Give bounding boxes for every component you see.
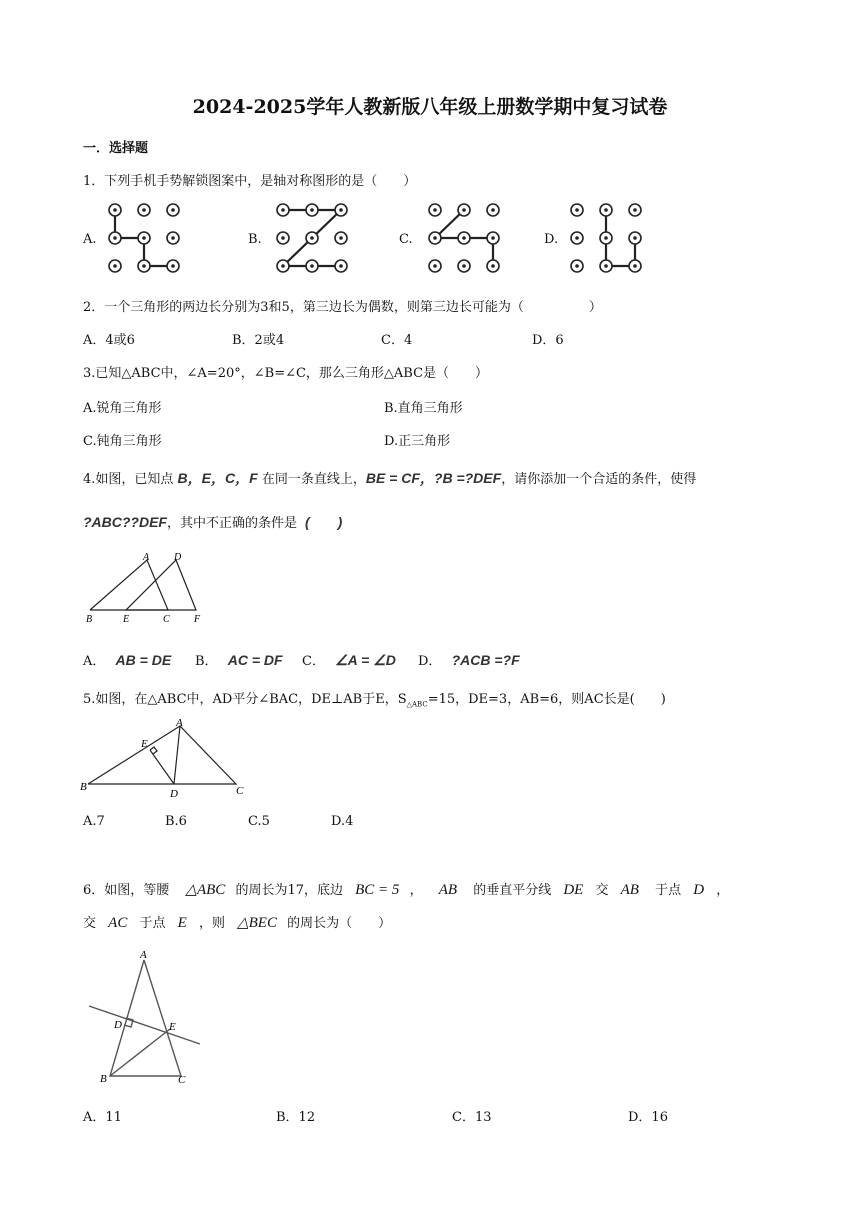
q6-ac: AC [108, 915, 128, 931]
q3-stem: 3.已知△ABC中，∠A=20°，∠B=∠C，那么三角形△ABC是（ ） [83, 366, 489, 381]
unlock-dot-center [575, 264, 579, 268]
unlock-dot-center [310, 264, 314, 268]
q6-bc: BC = 5 [355, 882, 400, 898]
unlock-dot-center [113, 208, 117, 212]
q4-option-c-letter: C． [302, 654, 325, 669]
q3-option-c: C.钝角三角形 [83, 434, 162, 449]
q4-label-e: E [123, 614, 130, 625]
q6-point-d: D [693, 882, 705, 898]
q4-label-c: C [163, 614, 170, 625]
unlock-dot-center [113, 264, 117, 268]
q6-text-f: 于点 [655, 883, 682, 898]
unlock-dot-center [142, 264, 146, 268]
unlock-dot-center [339, 264, 343, 268]
q6-text-c: ， [409, 883, 423, 898]
section-heading: 一．选择题 [83, 141, 149, 156]
q4-option-c-expr: ∠A = ∠D [335, 652, 396, 668]
unlock-dot-center [633, 264, 637, 268]
q1-option-b-label: B. [248, 232, 262, 247]
q6-label-e: E [169, 1021, 176, 1033]
q4-option-a-letter: A． [83, 654, 106, 669]
q5-stem-a: 5.如图，在△ABC中，AD平分∠BAC，DE⊥AB于E，S [83, 692, 407, 707]
unlock-dot-center [575, 236, 579, 240]
q4-stem-c: ，请你添加一个合适的条件，使得 [501, 472, 697, 487]
q4-option-d-expr: ?ACB =?F [451, 652, 520, 668]
q6-de: DE [563, 882, 584, 898]
unlock-dot-center [491, 208, 495, 212]
q3-option-d: D.正三角形 [384, 434, 451, 449]
q4-stem-b: 在同一条直线上， [261, 472, 366, 487]
q6-point-e: E [177, 915, 187, 931]
q5-subscript: △ABC [406, 700, 428, 709]
unlock-dot-center [433, 236, 437, 240]
q4-label-a: A [143, 552, 150, 563]
unlock-dot-center [281, 236, 285, 240]
q3-option-b: B.直角三角形 [384, 401, 463, 416]
q6-text-k: 的周长为（ ） [287, 916, 392, 931]
q5-stem-b: =15，DE=3，AB=6，则AC长是( ) [427, 692, 666, 707]
q6-text-g: ， [716, 883, 730, 898]
unlock-dot-center [633, 208, 637, 212]
q1-stem: 1．下列手机手势解锁图案中，是轴对称图形的是（ ） [83, 174, 417, 189]
unlock-dot-center [142, 236, 146, 240]
q1-option-a-label: A. [83, 232, 97, 247]
unlock-dot-center [310, 208, 314, 212]
q2-option-c: C．4 [381, 333, 413, 348]
q4-option-a [83, 650, 171, 669]
q6-triangle-bec: △BEC [237, 915, 277, 931]
q2-option-d: D．6 [532, 333, 564, 348]
q5-figure [78, 714, 258, 800]
q4-option-d-letter: D． [418, 654, 442, 669]
q4-stem-line1 [83, 468, 696, 488]
q4-stem-d: ，其中不正确的条件是 [167, 516, 298, 531]
q5-label-a: A [176, 717, 183, 729]
q5-option-d: D.4 [331, 814, 354, 829]
q1-option-c-label: C. [399, 232, 413, 247]
q5-label-e: E [141, 738, 148, 750]
q6-option-a: A．11 [83, 1110, 122, 1125]
q6-triangle-abc: △ABC [185, 882, 226, 898]
q6-text-e: 交 [595, 883, 609, 898]
q6-text-a: 6．如图，等腰 [83, 883, 170, 898]
q4-label-d: D [174, 552, 182, 563]
q6-stem-line1 [83, 879, 729, 899]
q1-pattern-b [268, 198, 358, 278]
unlock-dot-center [339, 208, 343, 212]
unlock-dot-center [281, 264, 285, 268]
q6-label-d: D [114, 1019, 122, 1031]
q4-condition-given: BE = CF，?B =?DEF [365, 470, 502, 486]
q6-ab-1: AB [438, 882, 458, 898]
q4-option-b-expr: AC = DF [227, 652, 283, 668]
unlock-dot-center [604, 264, 608, 268]
unlock-dot-center [491, 264, 495, 268]
q1-pattern-a [100, 198, 190, 278]
q1-option-d-label: D. [544, 232, 559, 247]
q6-label-b: B [100, 1073, 107, 1085]
q4-option-a-expr: AB = DE [115, 652, 172, 668]
unlock-dot-center [171, 236, 175, 240]
q1-pattern-c [420, 198, 510, 278]
unlock-dot-center [433, 208, 437, 212]
q4-label-f: F [194, 614, 201, 625]
unlock-dot-center [575, 208, 579, 212]
q6-text-i: 于点 [139, 916, 166, 931]
q6-text-j: ，则 [198, 916, 225, 931]
q4-option-b [195, 650, 283, 669]
unlock-dot-center [171, 264, 175, 268]
q3-option-a: A.锐角三角形 [83, 401, 162, 416]
unlock-dot-center [462, 236, 466, 240]
unlock-dot-center [339, 236, 343, 240]
unlock-dot-center [604, 236, 608, 240]
q5-option-a: A.7 [83, 814, 105, 829]
q2-stem: 2．一个三角形的两边长分别为3和5，第三边长为偶数，则第三边长可能为（ ） [83, 300, 602, 315]
q1-pattern-d [562, 198, 652, 278]
unlock-dot-center [462, 208, 466, 212]
unlock-dot-center [310, 236, 314, 240]
page-title: 2024-2025学年人教新版八年级上册数学期中复习试卷 [192, 96, 668, 118]
unlock-dot-center [171, 208, 175, 212]
unlock-dot-center [281, 208, 285, 212]
q4-option-d [418, 650, 520, 669]
unlock-dot-center [462, 264, 466, 268]
q6-text-d: 的垂直平分线 [473, 883, 552, 898]
unlock-dot-center [491, 236, 495, 240]
q4-label-b: B [86, 614, 93, 625]
q6-option-d: D．16 [628, 1110, 668, 1125]
q5-stem [83, 688, 666, 709]
q4-stem-line2 [83, 512, 342, 532]
q4-figure [82, 548, 222, 628]
q4-condition-target: ?ABC??DEF [83, 514, 167, 530]
unlock-dot-center [113, 236, 117, 240]
q6-figure [86, 944, 210, 1088]
q5-option-c: C.5 [248, 814, 270, 829]
q5-label-c: C [236, 785, 244, 797]
q6-stem-line2 [83, 912, 391, 932]
q6-option-b: B．12 [276, 1110, 316, 1125]
q5-label-b: B [80, 781, 87, 793]
unlock-dot-center [633, 236, 637, 240]
q6-label-a: A [140, 949, 147, 961]
q6-option-c: C．13 [452, 1110, 492, 1125]
q2-option-a: A．4或6 [83, 333, 135, 348]
unlock-dot-center [433, 264, 437, 268]
q6-text-h: 交 [83, 916, 97, 931]
q4-stem-a: 4.如图，已知点 [83, 472, 174, 487]
q5-option-b: B.6 [165, 814, 187, 829]
q5-label-d: D [170, 788, 178, 800]
q2-option-b: B．2或4 [232, 333, 285, 348]
q4-option-b-letter: B． [195, 654, 218, 669]
q4-option-c [302, 650, 396, 669]
unlock-dot-center [142, 208, 146, 212]
q4-paren: ( ) [305, 514, 343, 530]
q6-text-b: 的周长为17，底边 [235, 883, 343, 898]
q6-ab-2: AB [620, 882, 639, 898]
q6-label-c: C [178, 1074, 186, 1086]
unlock-dot-center [604, 208, 608, 212]
q4-points: B，E，C，F [177, 470, 258, 486]
